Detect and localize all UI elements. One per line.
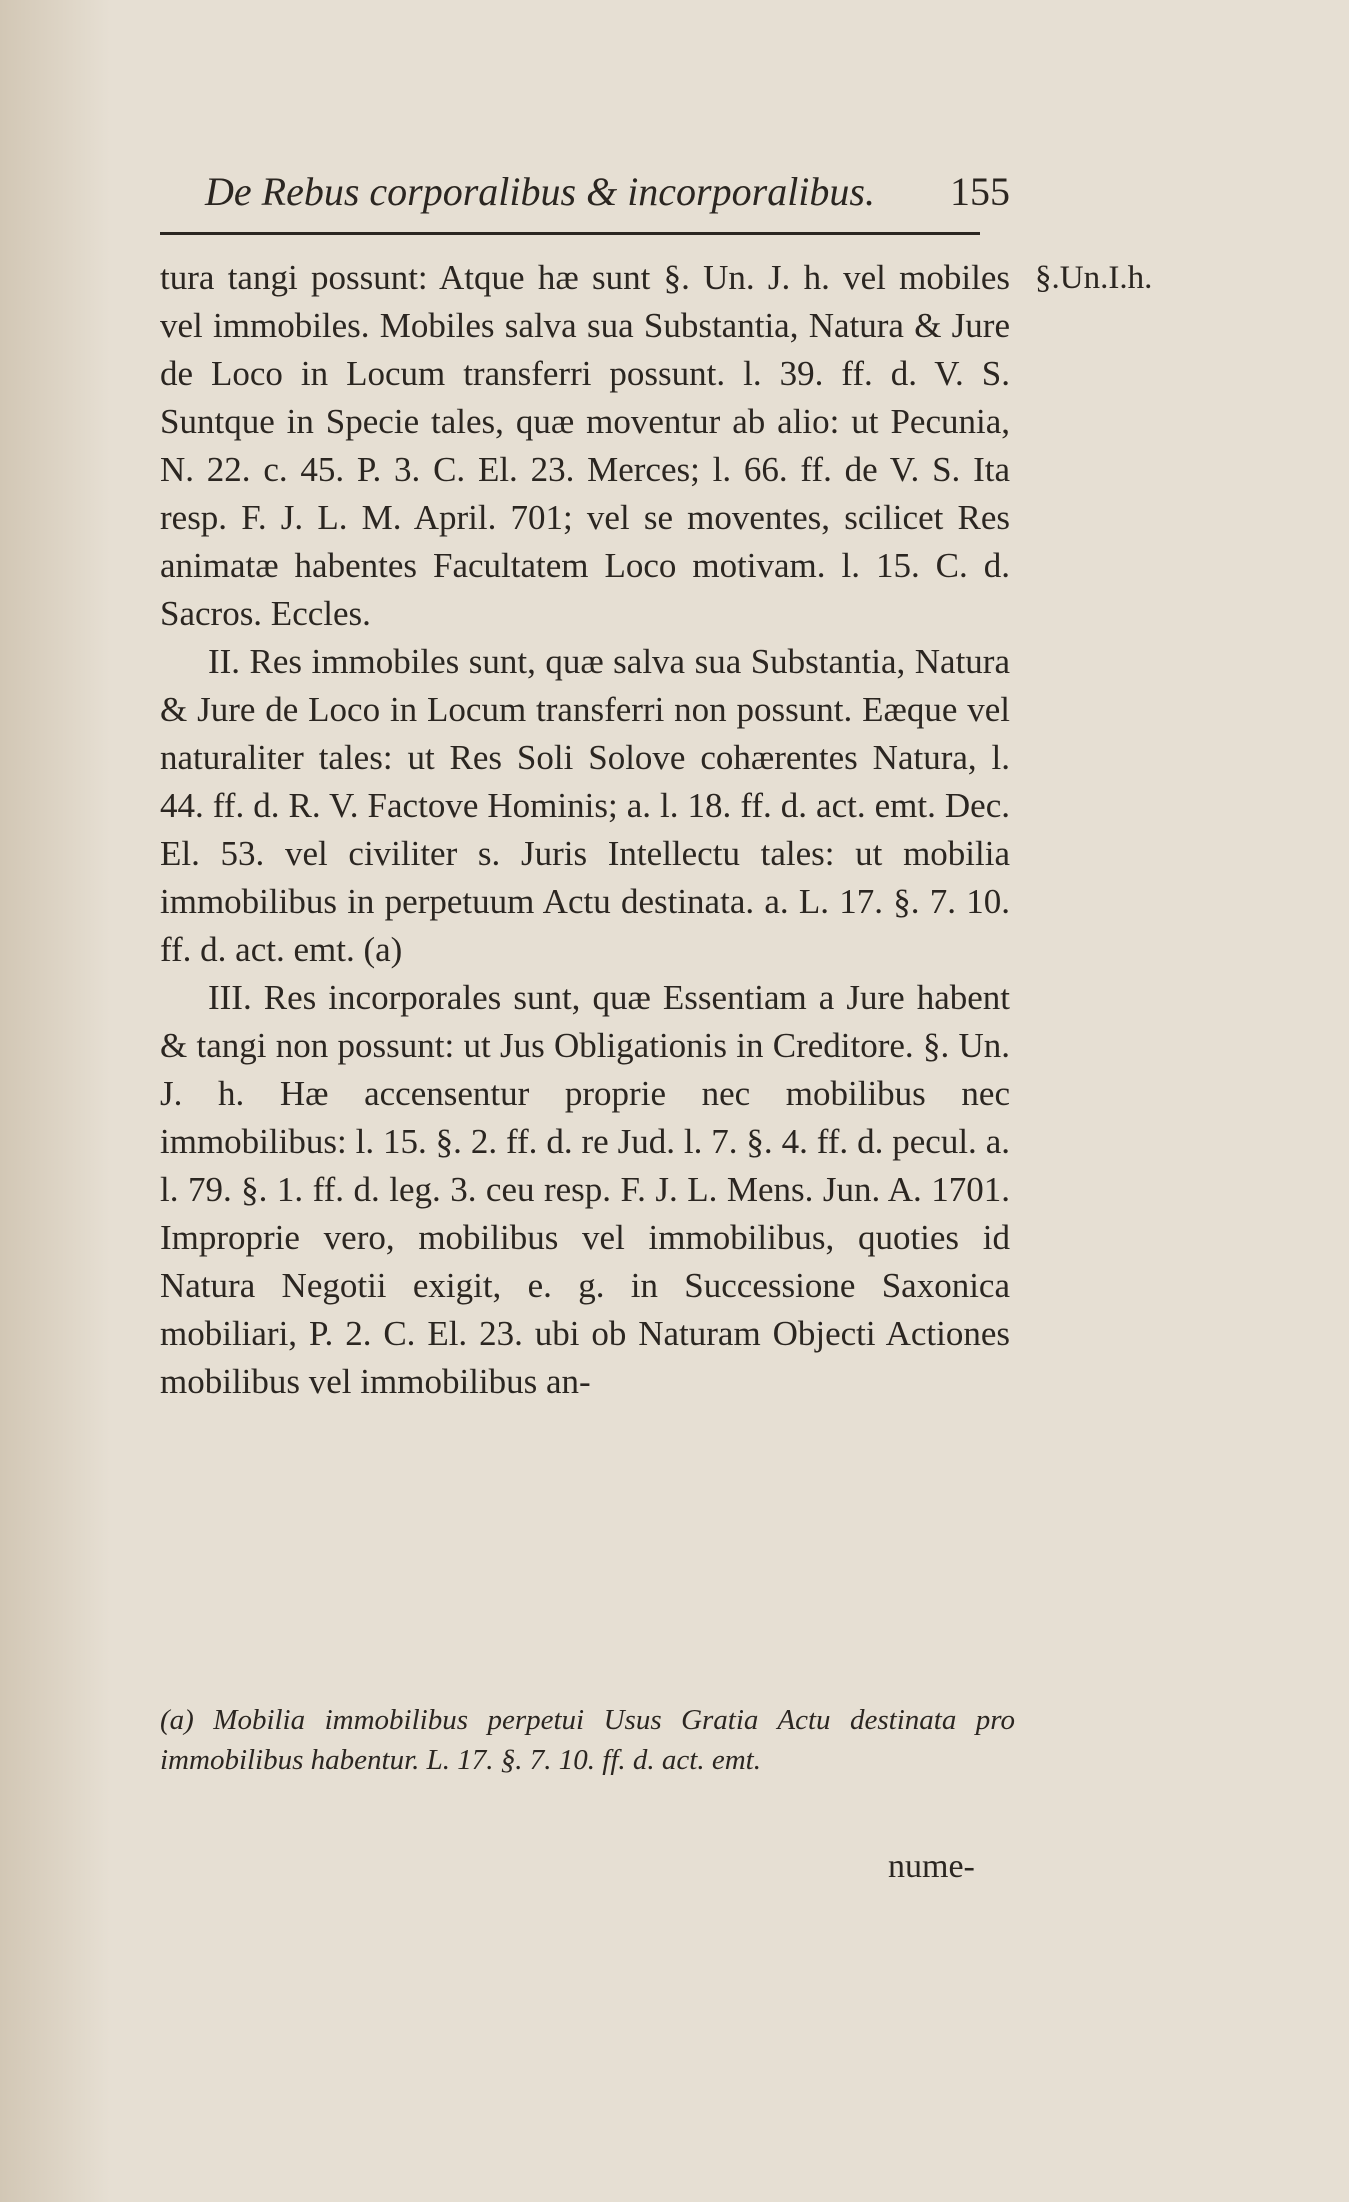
catchword: nume- [888, 1848, 975, 1885]
paragraph-res-immobiles: II. Res immobiles sunt, quæ salva sua Substantia, Natura & Jure de Loco in Locum transferri non possunt. Eæque vel naturaliter tales: ut Res Soli Solove cohærentes Natura, l. 44. ff. d. R. V. Factove Hominis; a. l. 18. ff. d. act. emt. Dec. El. 53. vel civiliter s. Juris Intellectu tales: ut mobilia immobilibus in perpetuum Actu destinata. a. L. 17. §. 7. 10. ff. d. act. emt. (a) [160, 642, 1010, 969]
body-text [160, 254, 1010, 1406]
paragraph-continuation: tura tangi possunt: Atque hæ sunt §. Un. J. h. vel mobiles vel immobiles. Mobiles salva sua Substantia, Natura & Jure de Loco in Locum transferri possunt. l. 39. ff. d. V. S. Suntque in Specie tales, quæ moventur ab alio: ut Pecunia, N. 22. c. 45. P. 3. C. El. 23. Merces; l. 66. ff. de V. S. Ita resp. F. J. L. M. April. 701; vel se moventes, scilicet Res animatæ habentes Facultatem Loco motivam. l. 15. C. d. Sacros. Eccles. [160, 258, 1010, 633]
margin-note: §.Un.I.h. [1035, 260, 1153, 296]
running-title: De Rebus corporalibus & incorporalibus. [205, 169, 875, 214]
header-rule [160, 232, 980, 235]
running-header [205, 168, 1010, 215]
footnote: (a) Mobilia immobilibus perpetui Usus Gratia Actu destinata pro immobilibus habentur. L. 17. §. 7. 10. ff. d. act. emt. [160, 1704, 1015, 1776]
page-number: 155 [950, 169, 1010, 214]
paragraph-res-incorporales: III. Res incorporales sunt, quæ Essentiam a Jure habent & tangi non possunt: ut Jus Obligationis in Creditore. §. Un. J. h. Hæ accensentur proprie nec mobilibus nec immobilibus: l. 15. §. 2. ff. d. re Jud. l. 7. §. 4. ff. d. pecul. a. l. 79. §. 1. ff. d. leg. 3. ceu resp. F. J. L. Mens. Jun. A. 1701. Improprie vero, mobilibus vel immobilibus, quoties id Natura Negotii exigit, e. g. in Successione Saxonica mobiliari, P. 2. C. El. 23. ubi ob Naturam Objecti Actiones mobilibus vel immobilibus an- [160, 978, 1010, 1401]
